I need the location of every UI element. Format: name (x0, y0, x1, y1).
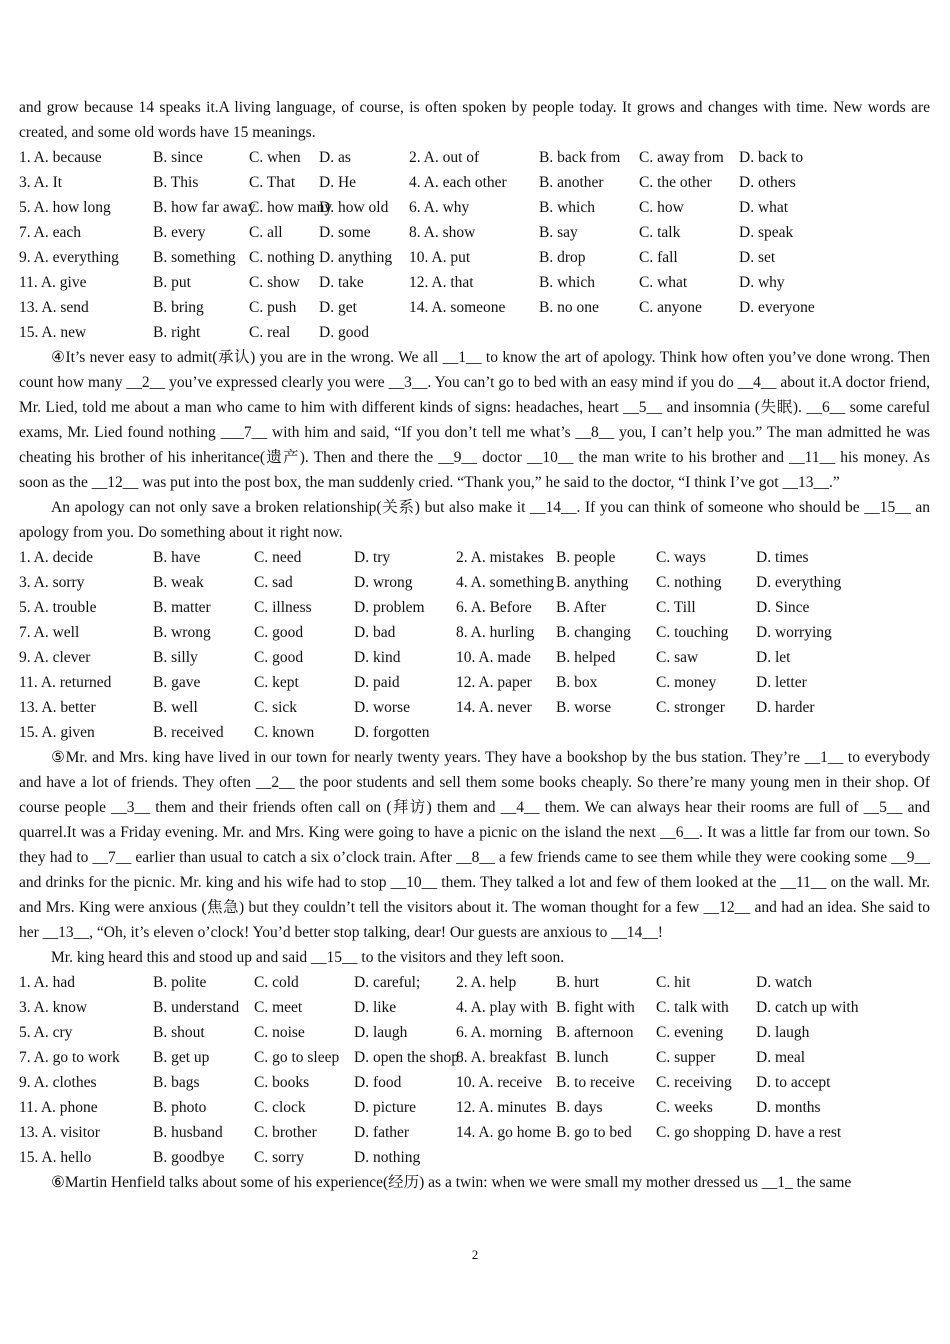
option-choice: 4. A. each other (409, 174, 507, 191)
option-choice: 5. A. cry (19, 1024, 73, 1041)
option-choice: B. back from (539, 149, 621, 166)
option-choice: 12. A. paper (456, 674, 532, 691)
option-choice: C. evening (656, 1024, 724, 1041)
option-choice: D. harder (756, 699, 815, 716)
passage-5-options (19, 970, 930, 1170)
option-choice: D. get (319, 299, 357, 316)
option-row (19, 195, 930, 220)
option-choice: C. touching (656, 624, 729, 641)
passage-5-paragraph-2: Mr. king heard this and stood up and said __15__ to the visitors and they left soon. (51, 949, 565, 966)
option-choice: D. everyone (739, 299, 815, 316)
option-choice: 6. A. morning (456, 1024, 543, 1041)
option-choice: D. take (319, 274, 364, 291)
option-choice: 6. A. why (409, 199, 470, 216)
option-choice: D. worrying (756, 624, 832, 641)
option-choice: 14. A. never (456, 699, 532, 716)
option-choice: D. Since (756, 599, 810, 616)
option-row (19, 270, 930, 295)
option-choice: C. noise (254, 1024, 305, 1041)
option-choice: D. anything (319, 249, 393, 266)
option-choice: D. what (739, 199, 789, 216)
option-choice: B. how far away (153, 199, 256, 216)
option-choice: C. known (254, 724, 315, 741)
option-choice: D. speak (739, 224, 794, 241)
option-choice: C. books (254, 1074, 310, 1091)
option-choice: 13. A. better (19, 699, 96, 716)
option-choice: 10. A. put (409, 249, 471, 266)
passage-4-paragraph-2: An apology can not only save a broken relationship(关系) but also make it __14__. If you can think of someone who should be __15__ an apology from you. Do something about it right now. (19, 499, 930, 541)
option-choice: C. clock (254, 1099, 306, 1116)
option-choice: B. anything (556, 574, 629, 591)
option-choice: C. how (639, 199, 684, 216)
option-choice: 15. A. new (19, 324, 87, 341)
option-row (19, 1070, 930, 1095)
option-choice: B. well (153, 699, 198, 716)
option-row (19, 595, 930, 620)
option-choice: B. to receive (556, 1074, 635, 1091)
option-choice: C. away from (639, 149, 724, 166)
option-choice: 9. A. clever (19, 649, 91, 666)
option-choice: 3. A. It (19, 174, 63, 191)
option-choice: D. worse (354, 699, 410, 716)
option-choice: C. cold (254, 974, 299, 991)
option-choice: B. photo (153, 1099, 207, 1116)
option-choice: C. saw (656, 649, 699, 666)
option-choice: B. gave (153, 674, 201, 691)
option-choice: C. what (639, 274, 688, 291)
option-choice: B. box (556, 674, 598, 691)
option-choice: 1. A. because (19, 149, 102, 166)
option-choice: C. meet (254, 999, 303, 1016)
option-choice: C. receiving (656, 1074, 732, 1091)
option-choice: 14. A. go home (456, 1124, 552, 1141)
option-choice: D. good (319, 324, 369, 341)
option-choice: D. wrong (354, 574, 413, 591)
option-choice: C. kept (254, 674, 299, 691)
option-choice: B. goodbye (153, 1149, 225, 1166)
option-choice: B. right (153, 324, 201, 341)
option-choice: 6. A. Before (456, 599, 532, 616)
option-choice: 2. A. help (456, 974, 517, 991)
option-choice: B. say (539, 224, 578, 241)
option-row (19, 220, 930, 245)
option-choice: 11. A. returned (19, 674, 112, 691)
option-choice: D. letter (756, 674, 807, 691)
option-choice: C. sorry (254, 1149, 304, 1166)
option-choice: B. afternoon (556, 1024, 634, 1041)
option-choice: 1. A. had (19, 974, 75, 991)
option-choice: 15. A. hello (19, 1149, 92, 1166)
option-choice: B. no one (539, 299, 599, 316)
option-choice: C. real (249, 324, 291, 341)
option-choice: B. shout (153, 1024, 205, 1041)
option-choice: B. This (153, 174, 199, 191)
option-row (19, 320, 930, 345)
option-choice: B. understand (153, 999, 240, 1016)
option-choice: 15. A. given (19, 724, 95, 741)
option-choice: B. which (539, 274, 595, 291)
option-choice: C. when (249, 149, 301, 166)
option-choice: C. show (249, 274, 300, 291)
passage-6-paragraph-1: ⑥Martin Henfield talks about some of his experience(经历) as a twin: when we were small my mother dressed us __1_ the same (51, 1174, 852, 1191)
option-choice: D. others (739, 174, 796, 191)
option-choice: 12. A. that (409, 274, 474, 291)
option-row (19, 720, 930, 745)
option-choice: 8. A. hurling (456, 624, 535, 641)
option-choice: B. changing (556, 624, 631, 641)
option-choice: 10. A. made (456, 649, 531, 666)
option-choice: B. helped (556, 649, 616, 666)
option-choice: D. watch (756, 974, 812, 991)
option-choice: B. polite (153, 974, 207, 991)
option-choice: D. nothing (354, 1149, 421, 1166)
option-choice: C. ways (656, 549, 706, 566)
option-row (19, 1120, 930, 1145)
option-choice: 8. A. breakfast (456, 1049, 547, 1066)
option-choice: B. days (556, 1099, 603, 1116)
option-choice: 12. A. minutes (456, 1099, 547, 1116)
option-choice: 5. A. how long (19, 199, 111, 216)
option-choice: C. all (249, 224, 283, 241)
option-choice: B. bags (153, 1074, 200, 1091)
option-choice: 13. A. visitor (19, 1124, 100, 1141)
option-choice: D. let (756, 649, 791, 666)
option-choice: C. nothing (249, 249, 315, 266)
option-choice: D. father (354, 1124, 410, 1141)
passage-4-paragraph-1: ④It’s never easy to admit(承认) you are in the wrong. We all __1__ to know the art of apology. Think how often you’ve done wrong. Then count how many __2__ you’ve expressed clearly you were __3__. You can’t go to bed with an easy mind if you do __4__ about it.A doctor friend, Mr. Lied, told me about a man who came to him with different kinds of signs: headaches, heart __5__ and insomnia (失眠). __6__ some careful exams, Mr. Lied found nothing ___7__ with him and said, “If you don’t tell me what’s __8__ you, I can’t help you.” The man admitted he was cheating his brother of his inheritance(遗产). Then and there the __9__ doctor __10__ the man write to his brother and __11__ his money. As soon as the __12__ was put into the post box, the man suddenly cried. “Thank you,” he said to the doctor, “I think I’ve got __13__.” (19, 349, 930, 491)
option-choice: B. received (153, 724, 224, 741)
option-choice: 11. A. give (19, 274, 87, 291)
option-row (19, 670, 930, 695)
option-choice: D. set (739, 249, 776, 266)
option-choice: B. people (556, 549, 616, 566)
option-row (19, 295, 930, 320)
option-choice: D. why (739, 274, 785, 291)
option-choice: D. catch up with (756, 999, 859, 1016)
option-choice: 5. A. trouble (19, 599, 97, 616)
option-choice: D. He (319, 174, 357, 191)
option-choice: B. husband (153, 1124, 223, 1141)
option-row (19, 620, 930, 645)
option-choice: 7. A. well (19, 624, 80, 641)
option-choice: D. like (354, 999, 397, 1016)
option-choice: D. careful; (354, 974, 421, 991)
option-choice: B. another (539, 174, 604, 191)
option-choice: D. forgotten (354, 724, 430, 741)
option-choice: D. months (756, 1099, 821, 1116)
option-choice: B. bring (153, 299, 204, 316)
option-choice: C. talk (639, 224, 681, 241)
option-choice: 2. A. mistakes (456, 549, 544, 566)
option-choice: 4. A. play with (456, 999, 548, 1016)
option-choice: C. supper (656, 1049, 716, 1066)
passage-3-options (19, 145, 930, 345)
option-row (19, 570, 930, 595)
option-choice: B. silly (153, 649, 198, 666)
option-choice: 7. A. each (19, 224, 81, 241)
option-choice: C. Till (656, 599, 696, 616)
option-choice: B. something (153, 249, 236, 266)
option-choice: C. talk with (656, 999, 729, 1016)
option-choice: C. go to sleep (254, 1049, 340, 1066)
option-choice: B. After (556, 599, 606, 616)
option-choice: B. worse (556, 699, 612, 716)
option-choice: D. have a rest (756, 1124, 842, 1141)
option-choice: 11. A. phone (19, 1099, 98, 1116)
option-choice: C. fall (639, 249, 678, 266)
option-choice: D. everything (756, 574, 842, 591)
option-choice: 1. A. decide (19, 549, 94, 566)
option-choice: C. stronger (656, 699, 725, 716)
option-choice: D. some (319, 224, 371, 241)
option-choice: 2. A. out of (409, 149, 480, 166)
passage-4-options (19, 545, 930, 745)
option-choice: 14. A. someone (409, 299, 506, 316)
option-row (19, 1045, 930, 1070)
option-choice: B. hurt (556, 974, 600, 991)
option-row (19, 245, 930, 270)
document-page (19, 95, 930, 1195)
option-choice: 13. A. send (19, 299, 89, 316)
option-choice: B. get up (153, 1049, 210, 1066)
option-choice: C. good (254, 649, 304, 666)
option-choice: D. times (756, 549, 809, 566)
option-choice: B. go to bed (556, 1124, 632, 1141)
option-choice: C. weeks (656, 1099, 713, 1116)
option-choice: B. weak (153, 574, 204, 591)
option-choice: C. anyone (639, 299, 702, 316)
option-choice: D. meal (756, 1049, 806, 1066)
option-choice: C. the other (639, 174, 712, 191)
option-choice: C. money (656, 674, 717, 691)
option-choice: B. have (153, 549, 201, 566)
option-row (19, 645, 930, 670)
option-choice: D. laugh (354, 1024, 408, 1041)
option-choice: D. back to (739, 149, 804, 166)
option-choice: B. drop (539, 249, 586, 266)
option-row (19, 695, 930, 720)
option-choice: D. kind (354, 649, 401, 666)
option-choice: D. picture (354, 1099, 416, 1116)
option-choice: 9. A. clothes (19, 1074, 97, 1091)
option-row (19, 1095, 930, 1120)
option-choice: C. go shopping (656, 1124, 751, 1141)
option-choice: D. laugh (756, 1024, 810, 1041)
option-choice: D. open the shop (354, 1049, 460, 1066)
option-row (19, 970, 930, 995)
option-choice: C. need (254, 549, 302, 566)
option-choice: C. nothing (656, 574, 722, 591)
option-choice: 7. A. go to work (19, 1049, 120, 1066)
option-row (19, 1145, 930, 1170)
option-choice: D. problem (354, 599, 425, 616)
option-choice: C. sick (254, 699, 298, 716)
option-choice: C. push (249, 299, 297, 316)
option-row (19, 1020, 930, 1045)
option-choice: B. every (153, 224, 206, 241)
option-choice: C. hit (656, 974, 691, 991)
option-choice: B. since (153, 149, 203, 166)
option-choice: C. good (254, 624, 304, 641)
page-number: 2 (471, 1247, 479, 1262)
option-row (19, 995, 930, 1020)
option-choice: D. to accept (756, 1074, 831, 1091)
option-choice: D. paid (354, 674, 400, 691)
option-row (19, 170, 930, 195)
option-choice: 9. A. everything (19, 249, 119, 266)
option-row (19, 545, 930, 570)
option-choice: D. try (354, 549, 391, 566)
option-choice: B. put (153, 274, 191, 291)
option-choice: C. That (249, 174, 296, 191)
option-choice: C. sad (254, 574, 293, 591)
passage-5-paragraph-1: ⑤Mr. and Mrs. king have lived in our town for nearly twenty years. They have a bookshop by the bus station. They’re __1__ to everybody and have a lot of friends. They often __2__ the poor students and sell them some books cheaply. So there’re many young men in their shop. Of course people __3__ them and their friends often call on (拜访) them and __4__ them. We can always hear their rooms are full of __5__ and quarrel.It was a Friday evening. Mr. and Mrs. King were going to have a picnic on the island the next __6__. It was a little far from our town. So they had to __7__ earlier than usual to catch a six o’clock train. After __8__ a few friends came to see them while they were cooking some __9__ and drinks for the picnic. Mr. king and his wife had to stop __10__ them. They talked a lot and few of them looked at the __11__ on the wall. Mr. and Mrs. King were anxious (焦急) but they couldn’t tell the visitors about it. The woman thought for a few __12__ and had an idea. She said to her __13__, “Oh, it’s eleven o’clock! You’d better stop talking, dear! Our guests are anxious to __14__! (19, 749, 930, 941)
option-choice: C. illness (254, 599, 312, 616)
option-row (19, 145, 930, 170)
option-choice: D. food (354, 1074, 402, 1091)
option-choice: C. how many (249, 199, 333, 216)
option-choice: D. as (319, 149, 351, 166)
option-choice: 10. A. receive (456, 1074, 543, 1091)
option-choice: B. lunch (556, 1049, 609, 1066)
option-choice: 4. A. something (456, 574, 555, 591)
option-choice: 3. A. sorry (19, 574, 85, 591)
option-choice: D. how old (319, 199, 389, 216)
option-choice: C. brother (254, 1124, 317, 1141)
passage-3-intro: and grow because 14 speaks it.A living language, of course, is often spoken by people today. It grows and changes with time. New words are created, and some old words have 15 meanings. (19, 99, 930, 141)
option-choice: B. which (539, 199, 595, 216)
option-choice: 8. A. show (409, 224, 476, 241)
option-choice: B. matter (153, 599, 211, 616)
option-choice: B. fight with (556, 999, 635, 1016)
option-choice: 3. A. know (19, 999, 88, 1016)
option-choice: D. bad (354, 624, 396, 641)
option-choice: B. wrong (153, 624, 211, 641)
